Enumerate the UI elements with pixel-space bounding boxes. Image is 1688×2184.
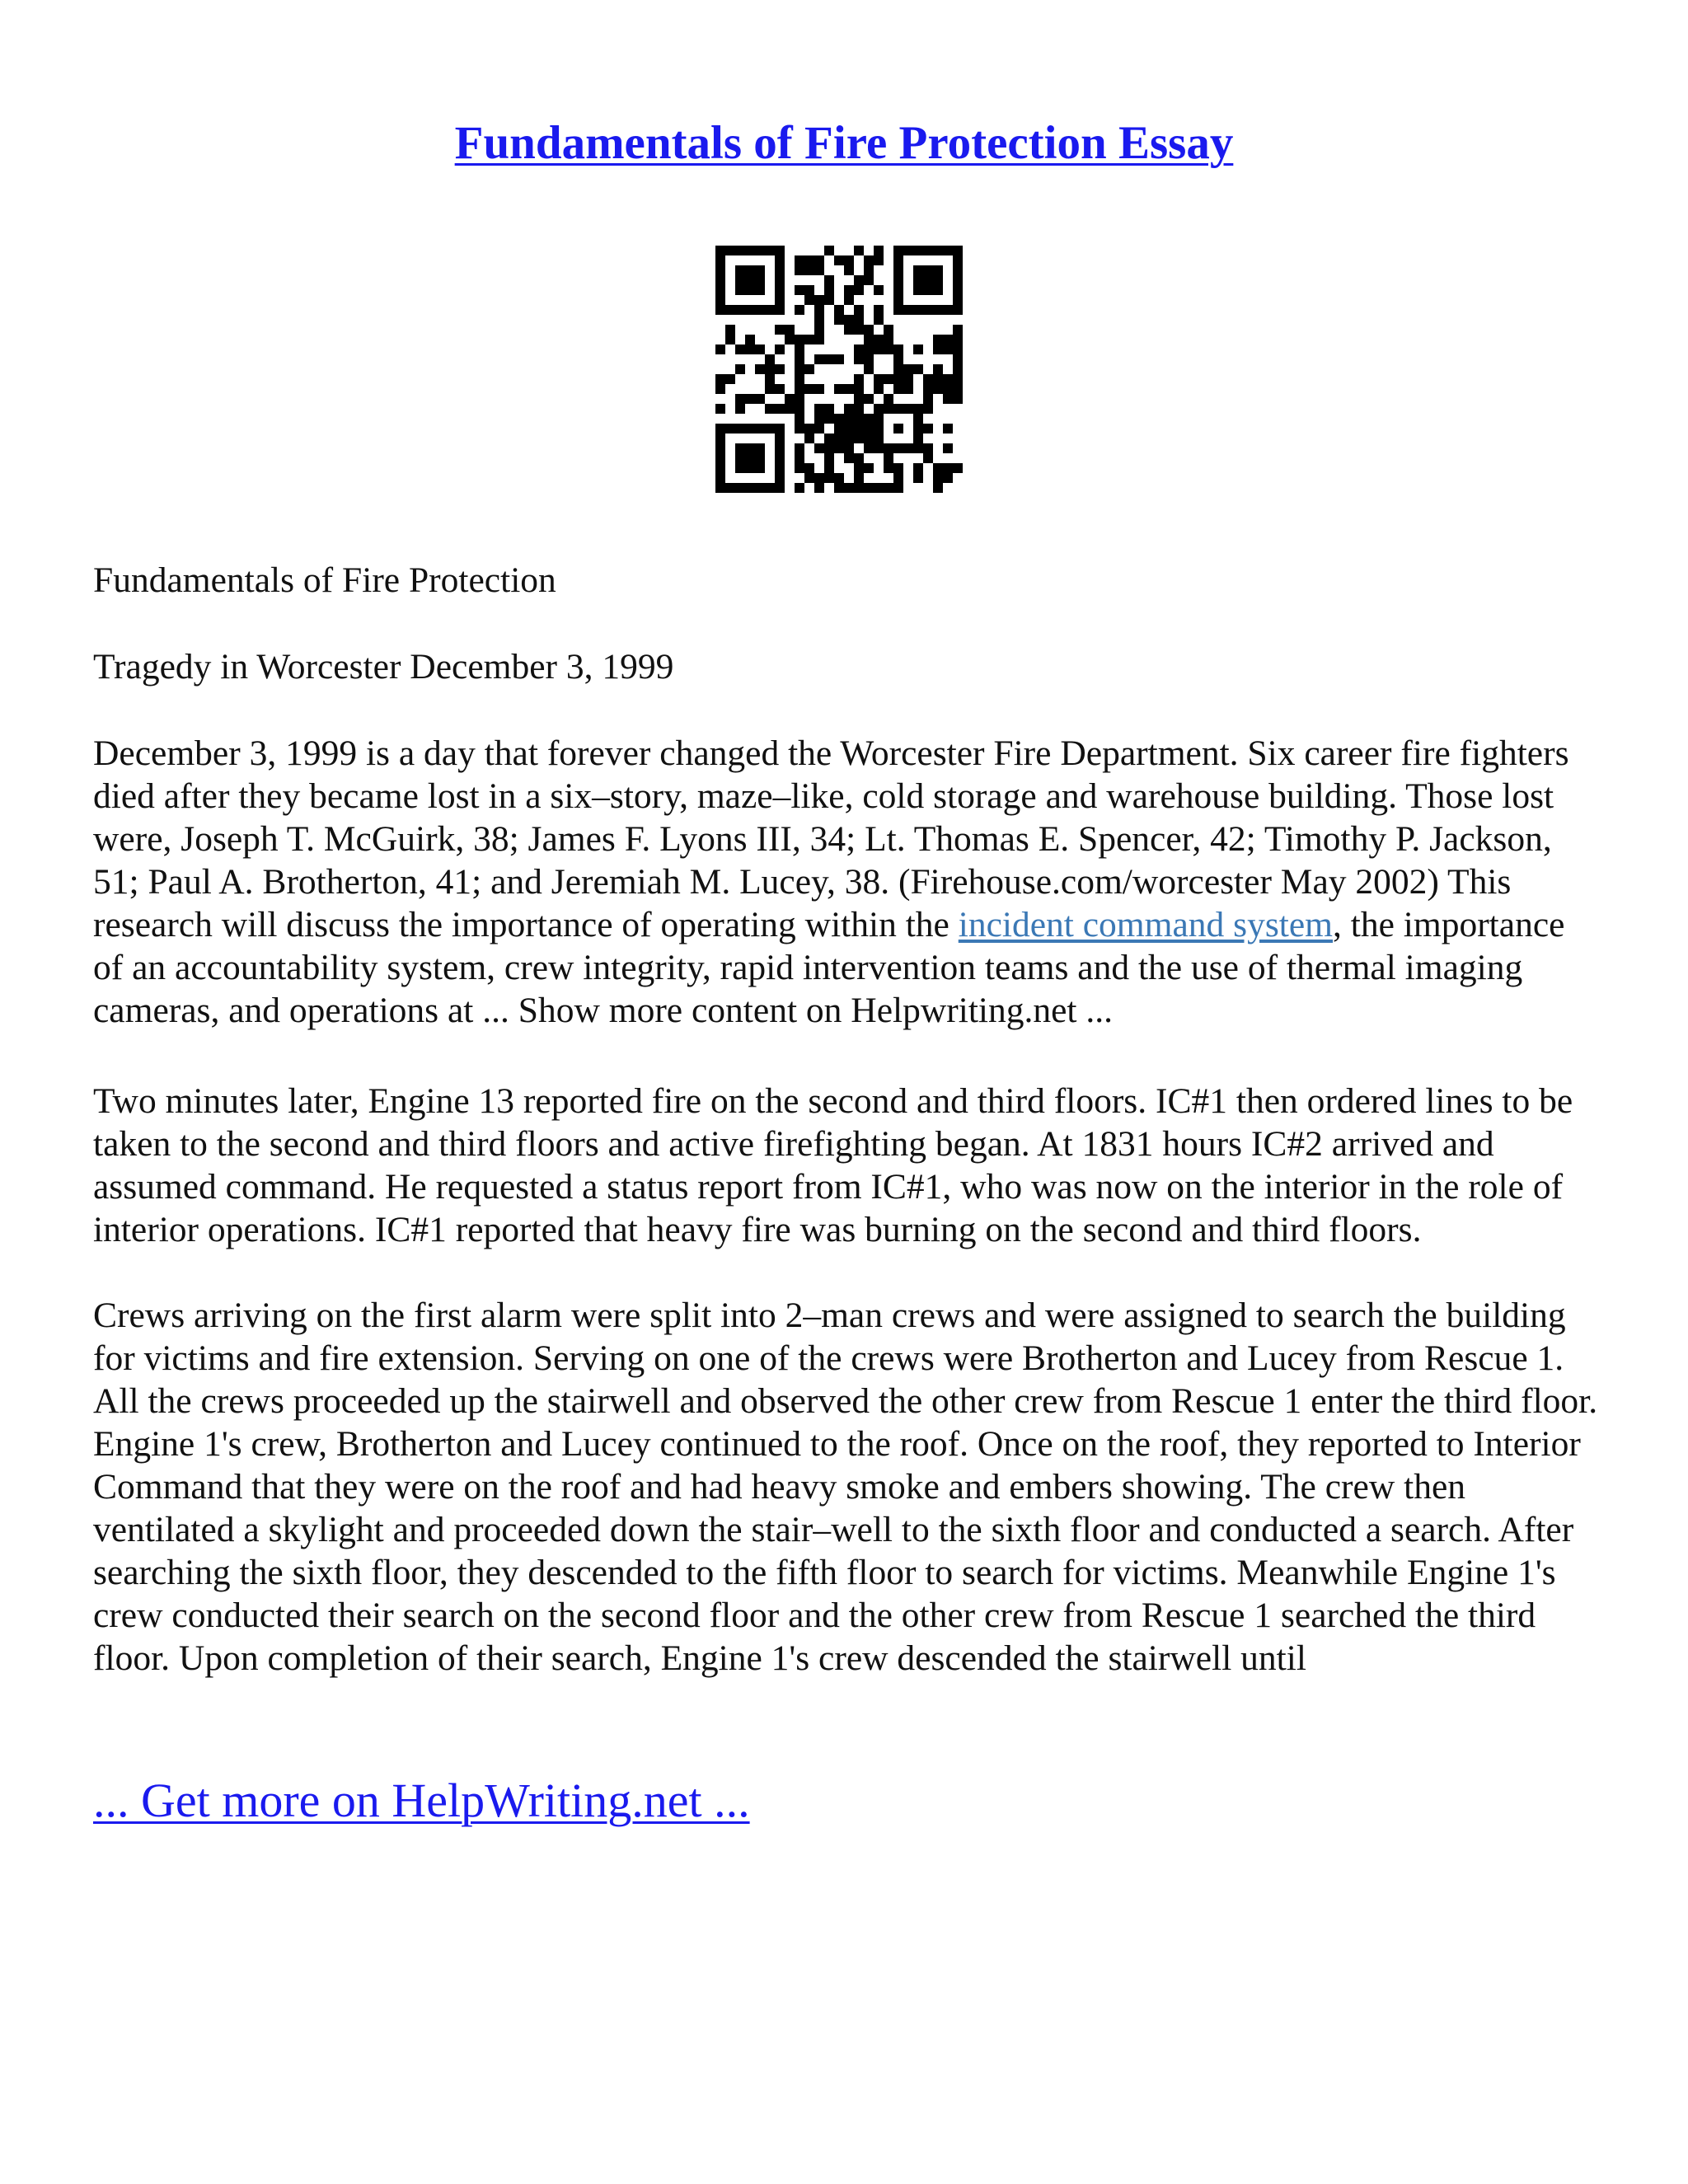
document-heading: Fundamentals of Fire Protection — [93, 560, 556, 600]
title-link[interactable]: Fundamentals of Fire Protection Essay — [454, 117, 1234, 169]
paragraph-crews: Crews arriving on the first alarm were split into 2–man crews and were assigned to search the building for victims and fire extension. Serving on one of the crews were Brotherton and Lucey from Rescue 1. All the crews proceeded up the stairwell and observed the other crew from Rescue 1 enter the third floor. Engine 1's crew, Brotherton and Lucey continued to the roof. Once on the roof, they reported to Interior Command that they were on the roof and had heavy smoke and embers showing. The crew then ventilated a skylight and proceeded down the stair–well to the sixth floor and conducted a search. After searching the sixth floor, they descended to the fifth floor to search for victims. Meanwhile Engine 1's crew conducted their search on the second floor and the other crew from Rescue 1 searched the third floor. Upon completion of their search, Engine 1's crew descended the stairwell until — [93, 1296, 1598, 1678]
page-title — [0, 117, 1688, 170]
qr-code-icon — [715, 246, 963, 493]
paragraph-intro-text-end: , the importance of an accountability system, crew integrity, rapid intervention teams and the use of thermal imaging cameras, and operations at ... Show more content on Helpwriting.net ... — [93, 905, 1565, 1030]
paragraph-engine-13: Two minutes later, Engine 13 reported fire on the second and third floors. IC#1 then ordered lines to be taken to the second and third floors and active firefighting began. At 1831 hours IC#2 arrived and assumed command. He requested a status report from IC#1, who was now on the interior in the role of interior operations. IC#1 reported that heavy fire was burning on the second and third floors. — [93, 1081, 1573, 1249]
document-subheading: Tragedy in Worcester December 3, 1999 — [93, 647, 674, 687]
incident-command-system-link[interactable]: incident command system — [958, 905, 1333, 944]
paragraph-intro-text-start: December 3, 1999 is a day that forever changed the Worcester Fire Department. Six career fire fighters died after they became lost in a six–story, maze–like, cold storage and warehouse building. Those lost were, Joseph T. McGuirk, 38; James F. Lyons III, 34; Lt. Thomas E. Spencer, 42; Timothy P. Jackson, 51; Paul A. Brotherton, 41; and Jeremiah M. Lucey, 38. (Firehouse.com/worcester May 2002) This research will discuss the importance of operating within the — [93, 733, 1569, 944]
footer — [93, 1774, 750, 1828]
paragraph-intro — [93, 732, 1601, 1032]
get-more-link[interactable]: ... Get more on HelpWriting.net ... — [93, 1774, 750, 1827]
